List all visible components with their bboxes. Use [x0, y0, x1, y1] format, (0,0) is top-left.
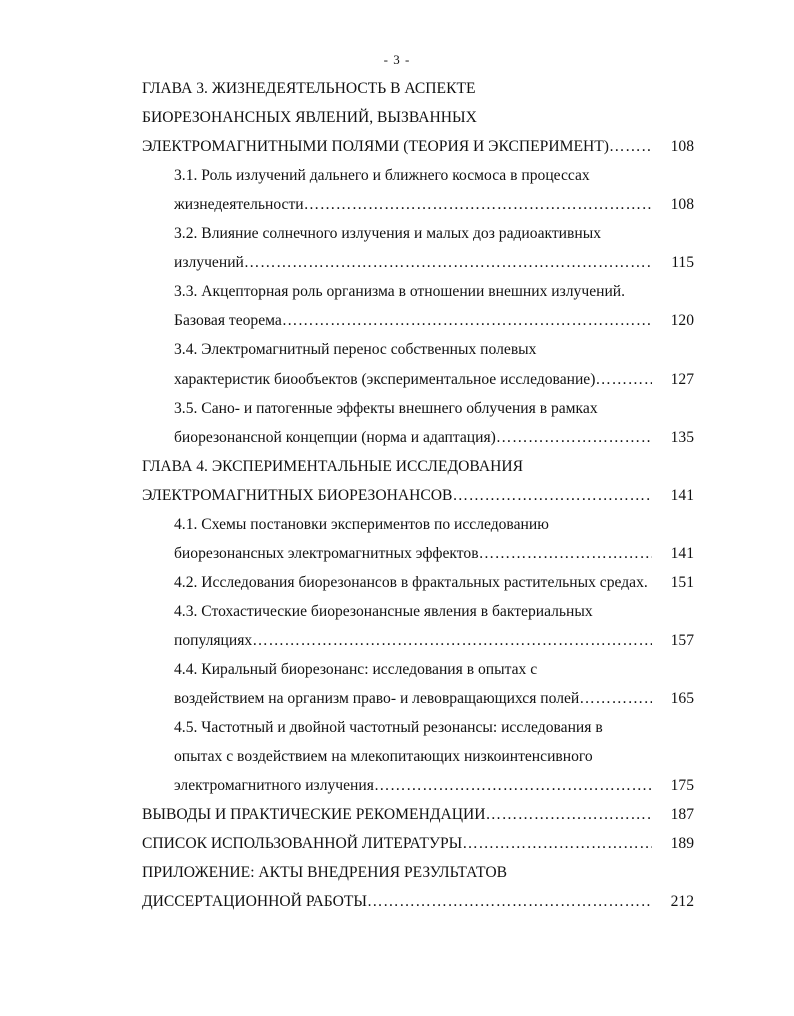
dot-leader	[462, 831, 652, 857]
toc-entry-title: СПИСОК ИСПОЛЬЗОВАННОЙ ЛИТЕРАТУРЫ	[142, 835, 463, 853]
toc-entry-title: характеристик биообъектов (экспериментальное исследование)	[174, 370, 596, 388]
toc-entry-text-line: 3.5. Сано- и патогенные эффекты внешнего облучения в рамках	[174, 399, 598, 417]
dot-leader	[452, 483, 652, 509]
toc-entry-text-line: ГЛАВА 4. ЭКСПЕРИМЕНТАЛЬНЫЕ ИССЛЕДОВАНИЯ	[142, 457, 524, 475]
toc-page-number: 189	[670, 835, 694, 853]
toc-entry-text-line: БИОРЕЗОНАНСНЫХ ЯВЛЕНИЙ, ВЫЗВАННЫХ	[142, 109, 477, 127]
dot-leader	[282, 308, 652, 334]
toc-page-number: 187	[670, 806, 694, 824]
toc-entry-text-line: 3.2. Влияние солнечного излучения и малых доз радиоактивных	[174, 225, 602, 243]
toc-entry-text-line: 4.1. Схемы постановки экспериментов по исследованию	[174, 515, 549, 533]
toc-entry-text-line: 4.4. Киральный биорезонанс: исследования в опытах с	[174, 661, 538, 678]
toc-entry-text-line: опытах с воздействием на млекопитающих низкоинтенсивного	[174, 748, 593, 766]
dot-leader	[595, 367, 652, 393]
toc-page-number: 120	[670, 312, 694, 330]
dot-leader	[496, 425, 652, 451]
toc-entry-text-line: ПРИЛОЖЕНИЕ: АКТЫ ВНЕДРЕНИЯ РЕЗУЛЬТАТОВ	[142, 864, 508, 882]
dot-leader	[374, 773, 652, 799]
toc-entry-title: биорезонансной концепции (норма и адаптация)	[174, 428, 496, 446]
page-number: - 3 -	[383, 52, 411, 67]
dot-leader	[244, 250, 652, 276]
dot-leader	[367, 889, 652, 915]
toc-entry-title: ЭЛЕКТРОМАГНИТНЫХ БИОРЕЗОНАНСОВ	[142, 486, 453, 504]
dot-leader	[304, 192, 652, 218]
toc-page-number: 212	[670, 893, 694, 911]
toc-entry-text-line: 3.1. Роль излучений дальнего и ближнего космоса в процессах	[174, 167, 590, 185]
toc-entry-text-line: ГЛАВА 3. ЖИЗНЕДЕЯТЕЛЬНОСТЬ В АСПЕКТЕ	[142, 80, 476, 97]
dot-leader	[479, 541, 652, 567]
toc-entry-text-line: 3.4. Электромагнитный перенос собственных полевых	[174, 341, 537, 359]
toc-entry-title: ДИССЕРТАЦИОННОЙ РАБОТЫ	[142, 893, 367, 911]
toc-page-number: 127	[670, 370, 694, 388]
toc-entry-title: жизнедеятельности	[174, 196, 304, 214]
toc-entry-title: ВЫВОДЫ И ПРАКТИЧЕСКИЕ РЕКОМЕНДАЦИИ	[142, 806, 486, 824]
toc-entry-title: популяциях	[174, 631, 253, 649]
toc-entry-title: 4.2. Исследования биорезонансов в фрактальных растительных средах.	[174, 573, 648, 591]
toc-entry-title: биорезонансных электромагнитных эффектов	[174, 544, 479, 562]
toc-page-number: 108	[670, 138, 694, 156]
toc-page-number: 165	[670, 690, 694, 708]
toc-page-number: 157	[670, 631, 694, 649]
toc-entry-title: электромагнитного излучения	[174, 777, 374, 795]
toc-entry-title: Базовая теорема	[174, 312, 282, 330]
toc-page-number: 108	[670, 196, 694, 214]
toc-page-number: 175	[670, 777, 694, 795]
dot-leader	[579, 686, 652, 712]
dot-leader	[486, 802, 652, 828]
toc-page-number: 141	[670, 544, 694, 562]
toc-page-number: 141	[670, 486, 694, 504]
toc-entry-text-line: 4.3. Стохастические биорезонансные явления в бактериальных	[174, 602, 593, 620]
toc-entry-title: излучений	[174, 254, 244, 272]
toc-entry-title: воздействием на организм право- и левовращающихся полей	[174, 690, 580, 708]
toc-page-number: 151	[670, 573, 694, 591]
toc-entry-title: ЭЛЕКТРОМАГНИТНЫМИ ПОЛЯМИ (ТЕОРИЯ И ЭКСПЕРИМЕНТ)	[142, 138, 609, 156]
toc-entry-text-line: 3.3. Акцепторная роль организма в отношении внешних излучений.	[174, 283, 626, 301]
toc-page-number: 135	[670, 428, 694, 446]
toc-page-number: 115	[671, 254, 694, 272]
dot-leader	[609, 134, 652, 160]
dot-leader	[252, 628, 652, 654]
toc-entry-text-line: 4.5. Частотный и двойной частотный резонансы: исследования в	[174, 719, 603, 737]
